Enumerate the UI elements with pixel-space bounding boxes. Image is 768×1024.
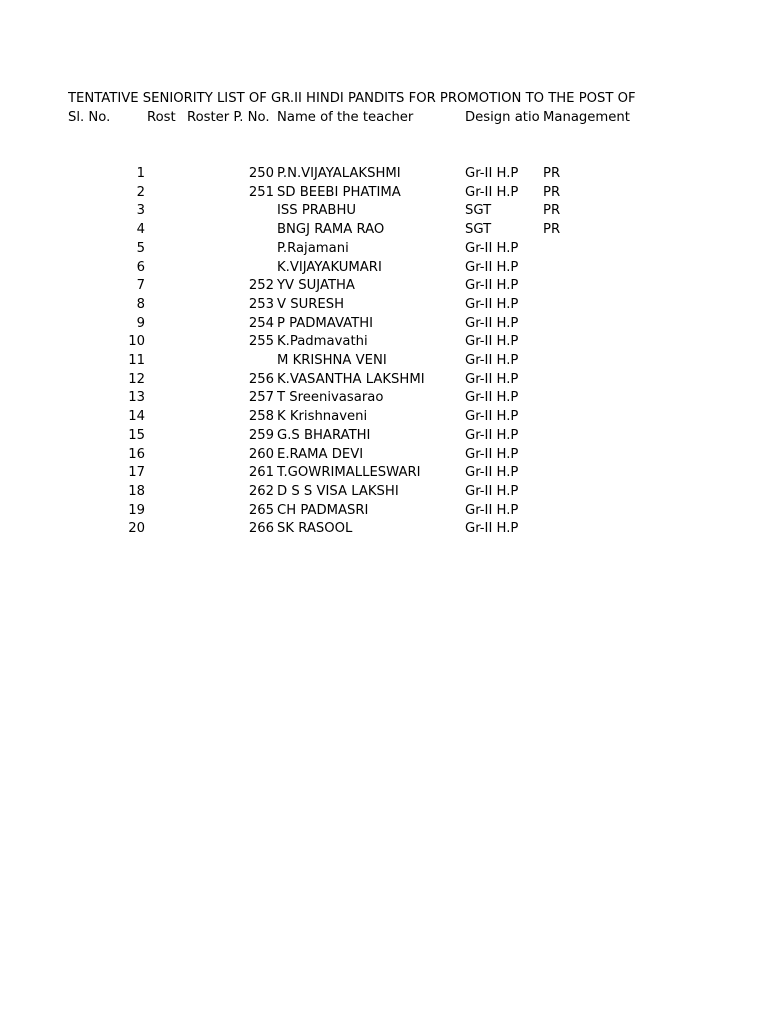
cell-designation: Gr-II H.P: [465, 447, 519, 462]
cell-sl-no: 15: [128, 428, 145, 443]
cell-teacher-name: K.VIJAYAKUMARI: [277, 260, 382, 275]
cell-teacher-name: T.GOWRIMALLESWARI: [277, 465, 421, 480]
cell-teacher-name: YV SUJATHA: [277, 278, 355, 293]
cell-management: [543, 333, 603, 351]
cell-sl-no: 14: [128, 409, 145, 424]
cell-management: [543, 389, 603, 407]
cell-designation: Gr-II H.P: [465, 428, 519, 443]
cell-roster-p-no: 258: [248, 409, 274, 424]
cell-designation: Gr-II H.P: [465, 334, 519, 349]
cell-roster-p-no: 251: [248, 185, 274, 200]
cell-roster-p-no: [187, 352, 274, 370]
cell-management: [543, 408, 603, 426]
cell-designation: SGT: [465, 222, 492, 237]
cell-sl-no: 19: [128, 503, 145, 518]
cell-teacher-name: D S S VISA LAKSHI: [277, 484, 399, 499]
cell-teacher-name: P.N.VIJAYALAKSHMI: [277, 166, 401, 181]
cell-teacher-name: E.RAMA DEVI: [277, 447, 364, 462]
cell-management: [543, 352, 603, 370]
cell-sl-no: 13: [128, 390, 145, 405]
cell-management: PR: [543, 222, 561, 237]
cell-teacher-name: T Sreenivasarao: [277, 390, 384, 405]
cell-roster-p-no: 253: [248, 297, 274, 312]
cell-teacher-name: SD BEEBI PHATIMA: [277, 185, 401, 200]
cell-teacher-name: SK RASOOL: [277, 521, 353, 536]
cell-roster-p-no: [187, 240, 274, 258]
cell-sl-no: 5: [136, 241, 145, 256]
cell-roster-p-no: 259: [248, 428, 274, 443]
cell-management: [543, 483, 603, 501]
cell-roster-p-no: 250: [248, 166, 274, 181]
cell-sl-no: 10: [128, 334, 145, 349]
cell-management: [543, 427, 603, 445]
cell-management: [543, 296, 603, 314]
cell-designation: Gr-II H.P: [465, 484, 519, 499]
cell-teacher-name: K.VASANTHA LAKSHMI: [277, 372, 425, 387]
cell-designation: Gr-II H.P: [465, 278, 519, 293]
cell-teacher-name: M KRISHNA VENI: [277, 353, 387, 368]
cell-roster-p-no: [187, 221, 274, 239]
cell-roster-p-no: 260: [248, 447, 274, 462]
header-designation: Design atio: [465, 110, 540, 125]
cell-designation: Gr-II H.P: [465, 260, 519, 275]
cell-sl-no: 6: [136, 260, 145, 275]
header-management: Management: [543, 110, 630, 125]
cell-designation: Gr-II H.P: [465, 353, 519, 368]
cell-roster-p-no: 266: [248, 521, 274, 536]
cell-roster-p-no: [187, 202, 274, 220]
cell-sl-no: 11: [128, 353, 145, 368]
cell-designation: Gr-II H.P: [465, 166, 519, 181]
cell-roster-p-no: 265: [248, 503, 274, 518]
cell-teacher-name: CH PADMASRI: [277, 503, 369, 518]
cell-designation: Gr-II H.P: [465, 465, 519, 480]
cell-roster-p-no: 254: [248, 316, 274, 331]
cell-roster-p-no: 255: [248, 334, 274, 349]
cell-sl-no: 3: [136, 203, 145, 218]
cell-sl-no: 8: [136, 297, 145, 312]
cell-designation: Gr-II H.P: [465, 297, 519, 312]
cell-designation: Gr-II H.P: [465, 409, 519, 424]
page-title: TENTATIVE SENIORITY LIST OF GR.II HINDI PANDITS FOR PROMOTION TO THE POST OF: [68, 91, 636, 106]
cell-teacher-name: K.Padmavathi: [277, 334, 368, 349]
header-sl-no: Sl. No.: [68, 110, 111, 125]
cell-management: [543, 259, 603, 277]
cell-sl-no: 4: [136, 222, 145, 237]
cell-designation: Gr-II H.P: [465, 521, 519, 536]
cell-management: [543, 446, 603, 464]
cell-teacher-name: BNGJ RAMA RAO: [277, 222, 385, 237]
cell-sl-no: 1: [136, 166, 145, 181]
cell-management: [543, 464, 603, 482]
cell-teacher-name: G.S BHARATHI: [277, 428, 371, 443]
cell-teacher-name: K Krishnaveni: [277, 409, 368, 424]
cell-sl-no: 12: [128, 372, 145, 387]
header-roster-p-no: Roster P. No.: [187, 110, 270, 125]
cell-management: PR: [543, 203, 561, 218]
cell-designation: Gr-II H.P: [465, 503, 519, 518]
cell-teacher-name: ISS PRABHU: [277, 203, 357, 218]
cell-designation: Gr-II H.P: [465, 372, 519, 387]
cell-roster-p-no: 252: [248, 278, 274, 293]
cell-roster-p-no: [187, 259, 274, 277]
cell-roster-p-no: 256: [248, 372, 274, 387]
cell-teacher-name: P PADMAVATHI: [277, 316, 374, 331]
cell-roster-p-no: 257: [248, 390, 274, 405]
cell-management: [543, 502, 603, 520]
cell-designation: Gr-II H.P: [465, 241, 519, 256]
cell-sl-no: 7: [136, 278, 145, 293]
cell-sl-no: 16: [128, 447, 145, 462]
cell-designation: Gr-II H.P: [465, 185, 519, 200]
cell-teacher-name: P.Rajamani: [277, 241, 349, 256]
cell-management: PR: [543, 166, 561, 181]
cell-sl-no: 2: [136, 185, 145, 200]
cell-designation: Gr-II H.P: [465, 316, 519, 331]
cell-sl-no: 17: [128, 465, 145, 480]
cell-management: [543, 315, 603, 333]
cell-sl-no: 20: [128, 521, 145, 536]
header-rost: Rost: [147, 110, 176, 125]
cell-sl-no: 18: [128, 484, 145, 499]
cell-management: [543, 240, 603, 258]
cell-designation: Gr-II H.P: [465, 390, 519, 405]
cell-teacher-name: V SURESH: [277, 297, 345, 312]
cell-roster-p-no: 261: [248, 465, 274, 480]
cell-management: [543, 371, 603, 389]
cell-management: PR: [543, 185, 561, 200]
cell-management: [543, 520, 603, 538]
header-teacher-name: Name of the teacher: [277, 110, 414, 125]
cell-management: [543, 277, 603, 295]
cell-sl-no: 9: [136, 316, 145, 331]
cell-designation: SGT: [465, 203, 492, 218]
cell-roster-p-no: 262: [248, 484, 274, 499]
